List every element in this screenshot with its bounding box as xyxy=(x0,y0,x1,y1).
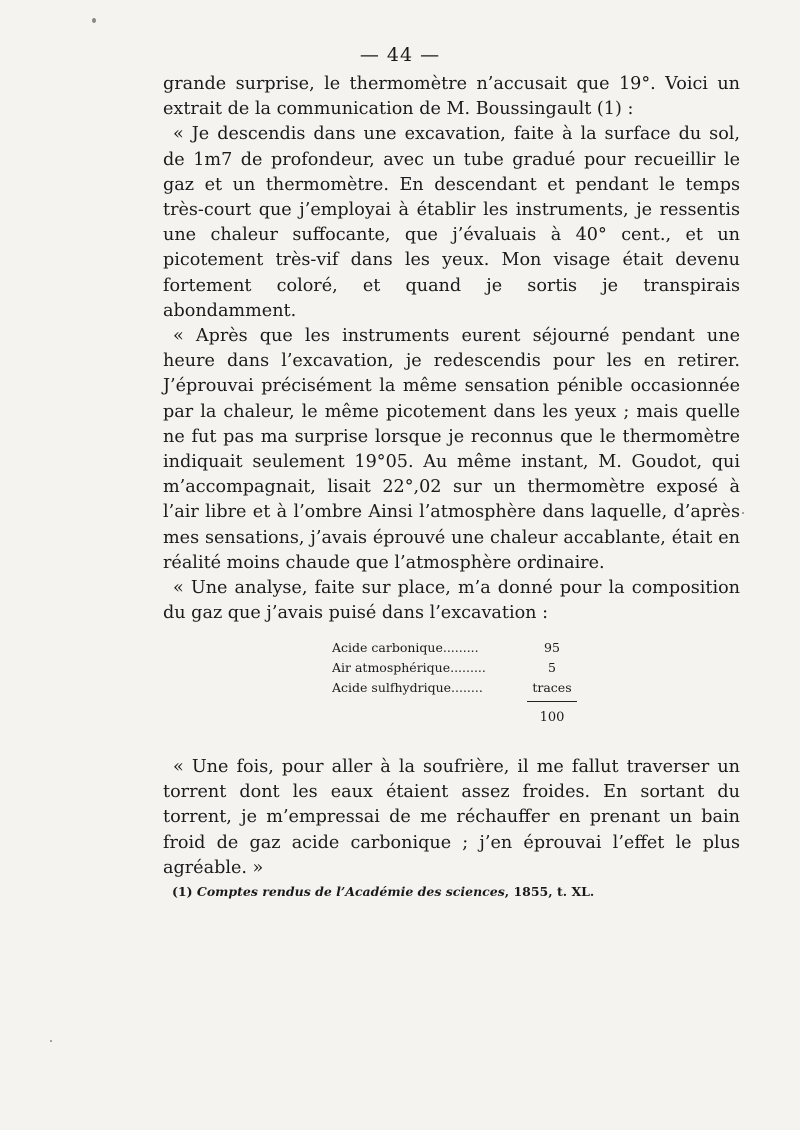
composition-row xyxy=(332,678,582,698)
sum-rule xyxy=(527,701,577,702)
composition-row xyxy=(332,658,582,678)
paragraph-3: « Après que les instruments eurent séjourné pendant une heure dans l’excavation, je redescendis pour les en retirer. J’éprouvai précisément la même sensation pénible occasionnée par la chaleur, le même picotement dans les yeux ; mais quelle ne fut pas ma surprise lorsque je reconnus que le thermomètre indiquait seulement 19°05. Au même instant, M. Goudot, qui m’accompagnait, lisait 22°,02 sur un thermomètre exposé à l’air libre et à l’ombre Ainsi l’atmosphère dans laquelle, d’après mes sensations, j’avais éprouvé une chaleur accablante, était en réalité moins chaude que l’atmosphère ordinaire. xyxy=(163,326,740,573)
composition-value: 5 xyxy=(548,660,556,675)
body-text xyxy=(163,72,740,626)
gas-composition-table xyxy=(332,638,582,725)
composition-total: 100 xyxy=(539,710,565,725)
closing-text xyxy=(163,755,740,881)
footnote xyxy=(172,884,732,899)
paragraph-1: grande surprise, le thermomètre n’accusait que 19°. Voici un extrait de la communication de M. Boussingault (1) : xyxy=(163,74,740,120)
page-number: — 44 — xyxy=(359,44,441,66)
footnote-title: Comptes rendus de l’Académie des sciences xyxy=(196,884,505,899)
composition-name: Acide sulfhydrique........ xyxy=(332,680,483,695)
composition-name: Acide carbonique......... xyxy=(332,640,479,655)
footnote-ref: , 1855, t. XL. xyxy=(504,884,595,899)
composition-name: Air atmosphérique......... xyxy=(332,660,486,675)
paragraph-4: « Une analyse, faite sur place, m’a donné pour la composition du gaz que j’avais puisé dans l’excavation : xyxy=(163,578,740,624)
paragraph-5: « Une fois, pour aller à la soufrière, il me fallut traverser un torrent dont les eaux étaient assez froides. En sortant du torrent, je m’empressai de me réchauffer en prenant un bain froid de gaz acide carbonique ; j’en éprouvai l’effet le plus agréable. » xyxy=(163,757,740,878)
composition-value: 95 xyxy=(544,640,560,655)
composition-value: traces xyxy=(532,680,572,695)
composition-row xyxy=(332,638,582,658)
paragraph-2: « Je descendis dans une excavation, faite à la surface du sol, de 1m7 de profondeur, avec un tube gradué pour recueillir le gaz et un thermomètre. En descendant et pendant le temps très-court que j’employai à établir les instruments, je ressentis une chaleur suffocante, que j’évaluais à 40° cent., et un picotement très-vif dans les yeux. Mon visage était devenu fortement coloré, et quand je sortis je transpirais abondamment. xyxy=(163,124,740,321)
footnote-marker: (1) xyxy=(172,884,193,899)
